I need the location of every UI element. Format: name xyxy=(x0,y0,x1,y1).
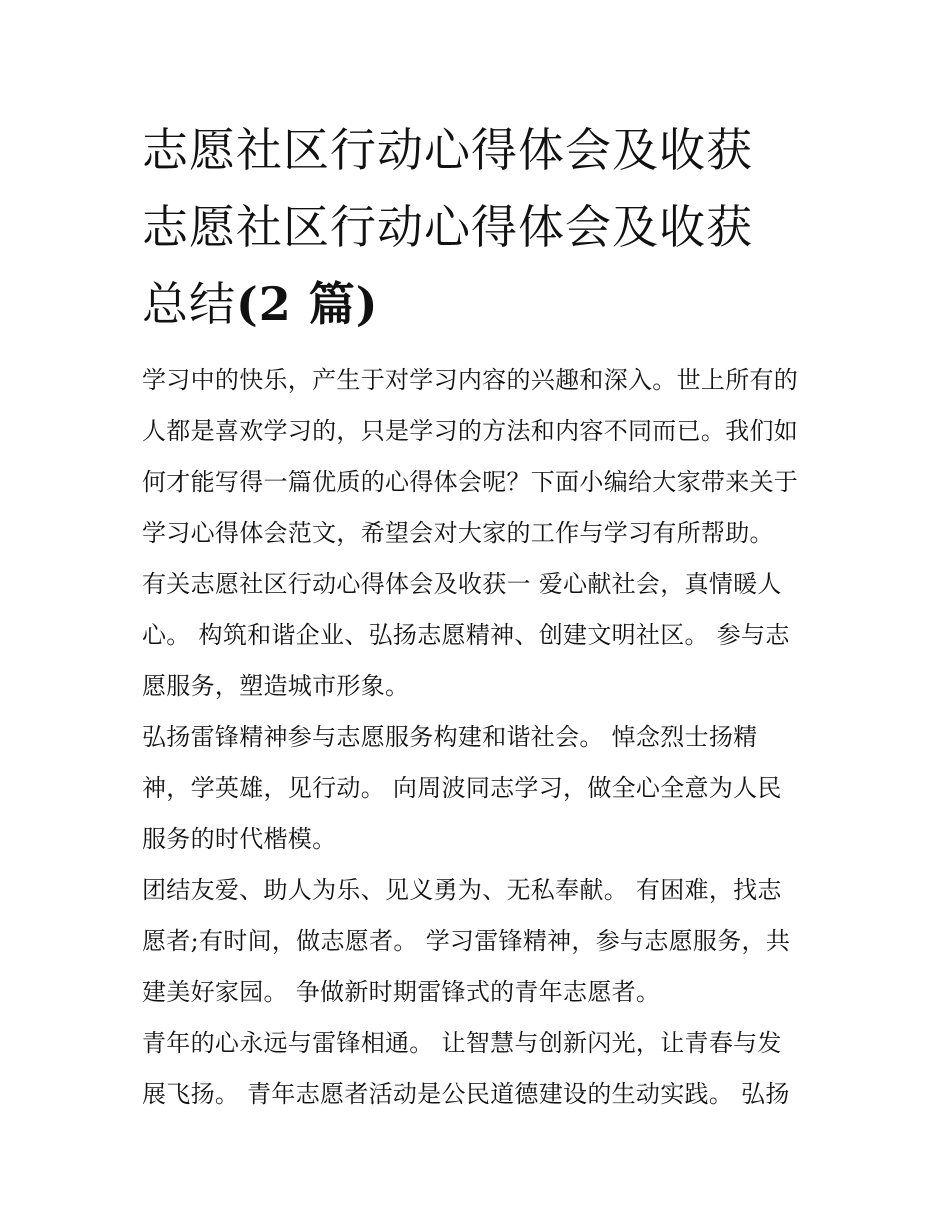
text-line: 人都是喜欢学习的，只是学习的方法和内容不同而已。我们如 xyxy=(142,417,799,445)
text-line: 弘扬雷锋精神参与志愿服务构建和谐社会。 悼念烈士扬精 xyxy=(142,723,758,751)
text-line: 愿者;有时间，做志愿者。 学习雷锋精神，参与志愿服务，共 xyxy=(142,927,791,955)
text-line: 青年的心永远与雷锋相通。 让智慧与创新闪光，让青春与发 xyxy=(142,1029,782,1057)
paragraph xyxy=(142,1018,822,1120)
text-line: 团结友爱、助人为乐、见义勇为、无私奉献。 有困难，找志 xyxy=(142,876,782,904)
title-line-text: 志愿社区行动心得体会及收获 xyxy=(142,200,753,254)
title-line: 志愿社区行动心得体会及收获 xyxy=(142,123,753,177)
paragraph xyxy=(142,559,822,712)
text-line: 学习中的快乐，产生于对学习内容的兴趣和深入。世上所有的 xyxy=(142,366,799,394)
text-line: 神，学英雄，见行动。 向周波同志学习，做全心全意为人民 xyxy=(142,774,782,802)
title-line-text: 总结 xyxy=(142,277,236,331)
text-line: 愿服务，塑造城市形象。 xyxy=(142,672,410,700)
text-line: 心。 构筑和谐企业、弘扬志愿精神、创建文明社区。 参与志 xyxy=(142,621,790,649)
title-line xyxy=(142,189,822,266)
document-body xyxy=(142,355,822,1120)
document-title xyxy=(142,112,822,343)
title-count: (2 篇) xyxy=(236,277,379,331)
text-line: 建美好家园。 争做新时期雷锋式的青年志愿者。 xyxy=(142,978,661,1006)
text-line: 服务的时代楷模。 xyxy=(142,825,337,853)
text-line: 学习心得体会范文，希望会对大家的工作与学习有所帮助。 xyxy=(142,519,774,547)
title-line xyxy=(142,266,822,343)
paragraph xyxy=(142,355,822,559)
paragraph xyxy=(142,865,822,1018)
text-line: 展飞扬。 青年志愿者活动是公民道德建设的生动实践。 弘扬 xyxy=(142,1080,790,1108)
text-line: 有关志愿社区行动心得体会及收获一 爱心献社会，真情暖人 xyxy=(142,570,782,598)
paragraph xyxy=(142,712,822,865)
text-line: 何才能写得一篇优质的心得体会呢？下面小编给大家带来关于 xyxy=(142,468,799,496)
